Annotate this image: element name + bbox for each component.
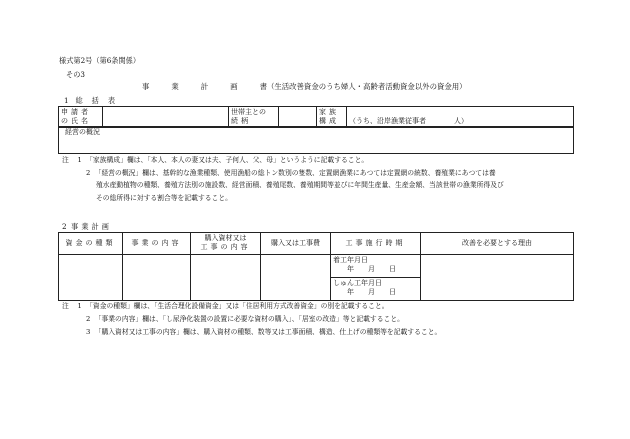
fund-type-value[interactable] [59,255,123,301]
notes2-num-2: 2 [86,315,91,323]
section2-num: 2 [62,222,67,231]
sub-number: その3 [66,70,85,79]
notes2-text-1: 「資金の種類」欄は、「生活合理化設備資金」又は「住居利用方式改善資金」の別を記載すること。 [86,302,389,310]
notes1-line-3: 殖水産動植物の種類、養殖方法別の施設数、経営面積、養殖尾数、養殖期間等並びに年間生産量、生産金額、当該世帯の漁業所得及び [96,181,504,189]
applicant-value-cell[interactable] [103,107,229,128]
notes2-num-1: 1 [77,302,82,310]
family-label-1: 家族 [319,108,339,116]
overview-label: 経営の概況 [65,128,100,136]
family-label-cell [317,107,347,128]
family-value-cell[interactable] [347,107,574,128]
notes1-text-1: 「家族構成」欄は、「本人、本人の妻又は夫、子何人、父、母」というように記載すること。 [86,156,369,164]
col-material: 購入資材又は 工事の内容 [191,233,261,255]
section2-label: 事業計画 [71,222,112,231]
form-number: 様式第2号（第6条関係） [59,56,141,65]
reason-value[interactable] [421,255,574,301]
notes2-line-3 [86,328,441,336]
col-period: 工事施行時期 [331,233,421,255]
head-relation-label-cell [229,107,279,128]
cost-value[interactable] [261,255,331,301]
start-date-cell[interactable] [331,255,421,278]
end-date-cell[interactable] [331,278,421,301]
family-value: （うち、沿岸漁業従事者 人） [349,116,468,125]
document-title [142,82,467,91]
family-label-2: 構成 [319,116,339,125]
section1-label: 総括表 [75,96,125,105]
notes2-line-2 [86,315,404,323]
section1-heading [64,96,124,105]
content-value[interactable] [123,255,191,301]
start-date: 年 月 日 [347,264,396,273]
head-label-1: 世帯主との [231,108,266,116]
col-content: 事業の内容 [123,233,191,255]
notes1-text-2: 「経営の概況」欄は、基幹的な漁業種類、使用漁船の総トン数別の隻数、定置網漁業にあつては定置網の統数、養殖業にあつては養 [94,169,496,177]
notes2-num-3: 3 [86,328,91,336]
notes1-prefix: 注 [62,156,69,164]
plan-table [58,232,574,301]
col-reason: 改善を必要とする理由 [421,233,574,255]
notes2-prefix: 注 [62,302,69,310]
overview-table [58,126,574,154]
notes1-line-4: その総所得に対する割合等を記載すること。 [96,194,232,202]
material-value[interactable] [191,255,261,301]
notes1-line-2 [86,169,496,177]
col-cost: 購入又は工事費 [261,233,331,255]
notes1-line-1 [62,156,368,164]
head-label-2: 続柄 [231,116,251,125]
title-rest: 書（生活改善資金のうち婦人・高齢者活動資金以外の資金用） [259,82,467,91]
start-label: 着工年月日 [333,256,368,264]
notes2-text-3: 「購入資材又は工事の内容」欄は、購入資材の種類、数等又は工事面積、構造、仕上げの種類等を記載すること。 [94,328,442,336]
end-label: しゅん工年月日 [333,279,382,287]
notes2-text-2: 「事業の内容」欄は、「し尿浄化装置の設置に必要な資材の購入」、「居室の改造」等と記載すること。 [94,315,404,323]
section2-heading [62,222,112,231]
end-date: 年 月 日 [347,287,396,296]
overview-cell[interactable] [59,127,574,154]
head-relation-value-cell[interactable] [279,107,317,128]
applicant-label-2: の氏名 [61,116,91,125]
notes1-num-2: 2 [86,169,91,177]
title-spaced: 事業計画 [142,82,260,91]
notes2-line-1 [62,302,389,310]
summary-table [58,106,574,128]
section1-num: 1 [64,96,69,105]
notes1-num-1: 1 [77,156,82,164]
applicant-label-1: 申請者 [61,108,91,116]
col-fund-type: 資金の種類 [59,233,123,255]
applicant-label-cell [59,107,103,128]
